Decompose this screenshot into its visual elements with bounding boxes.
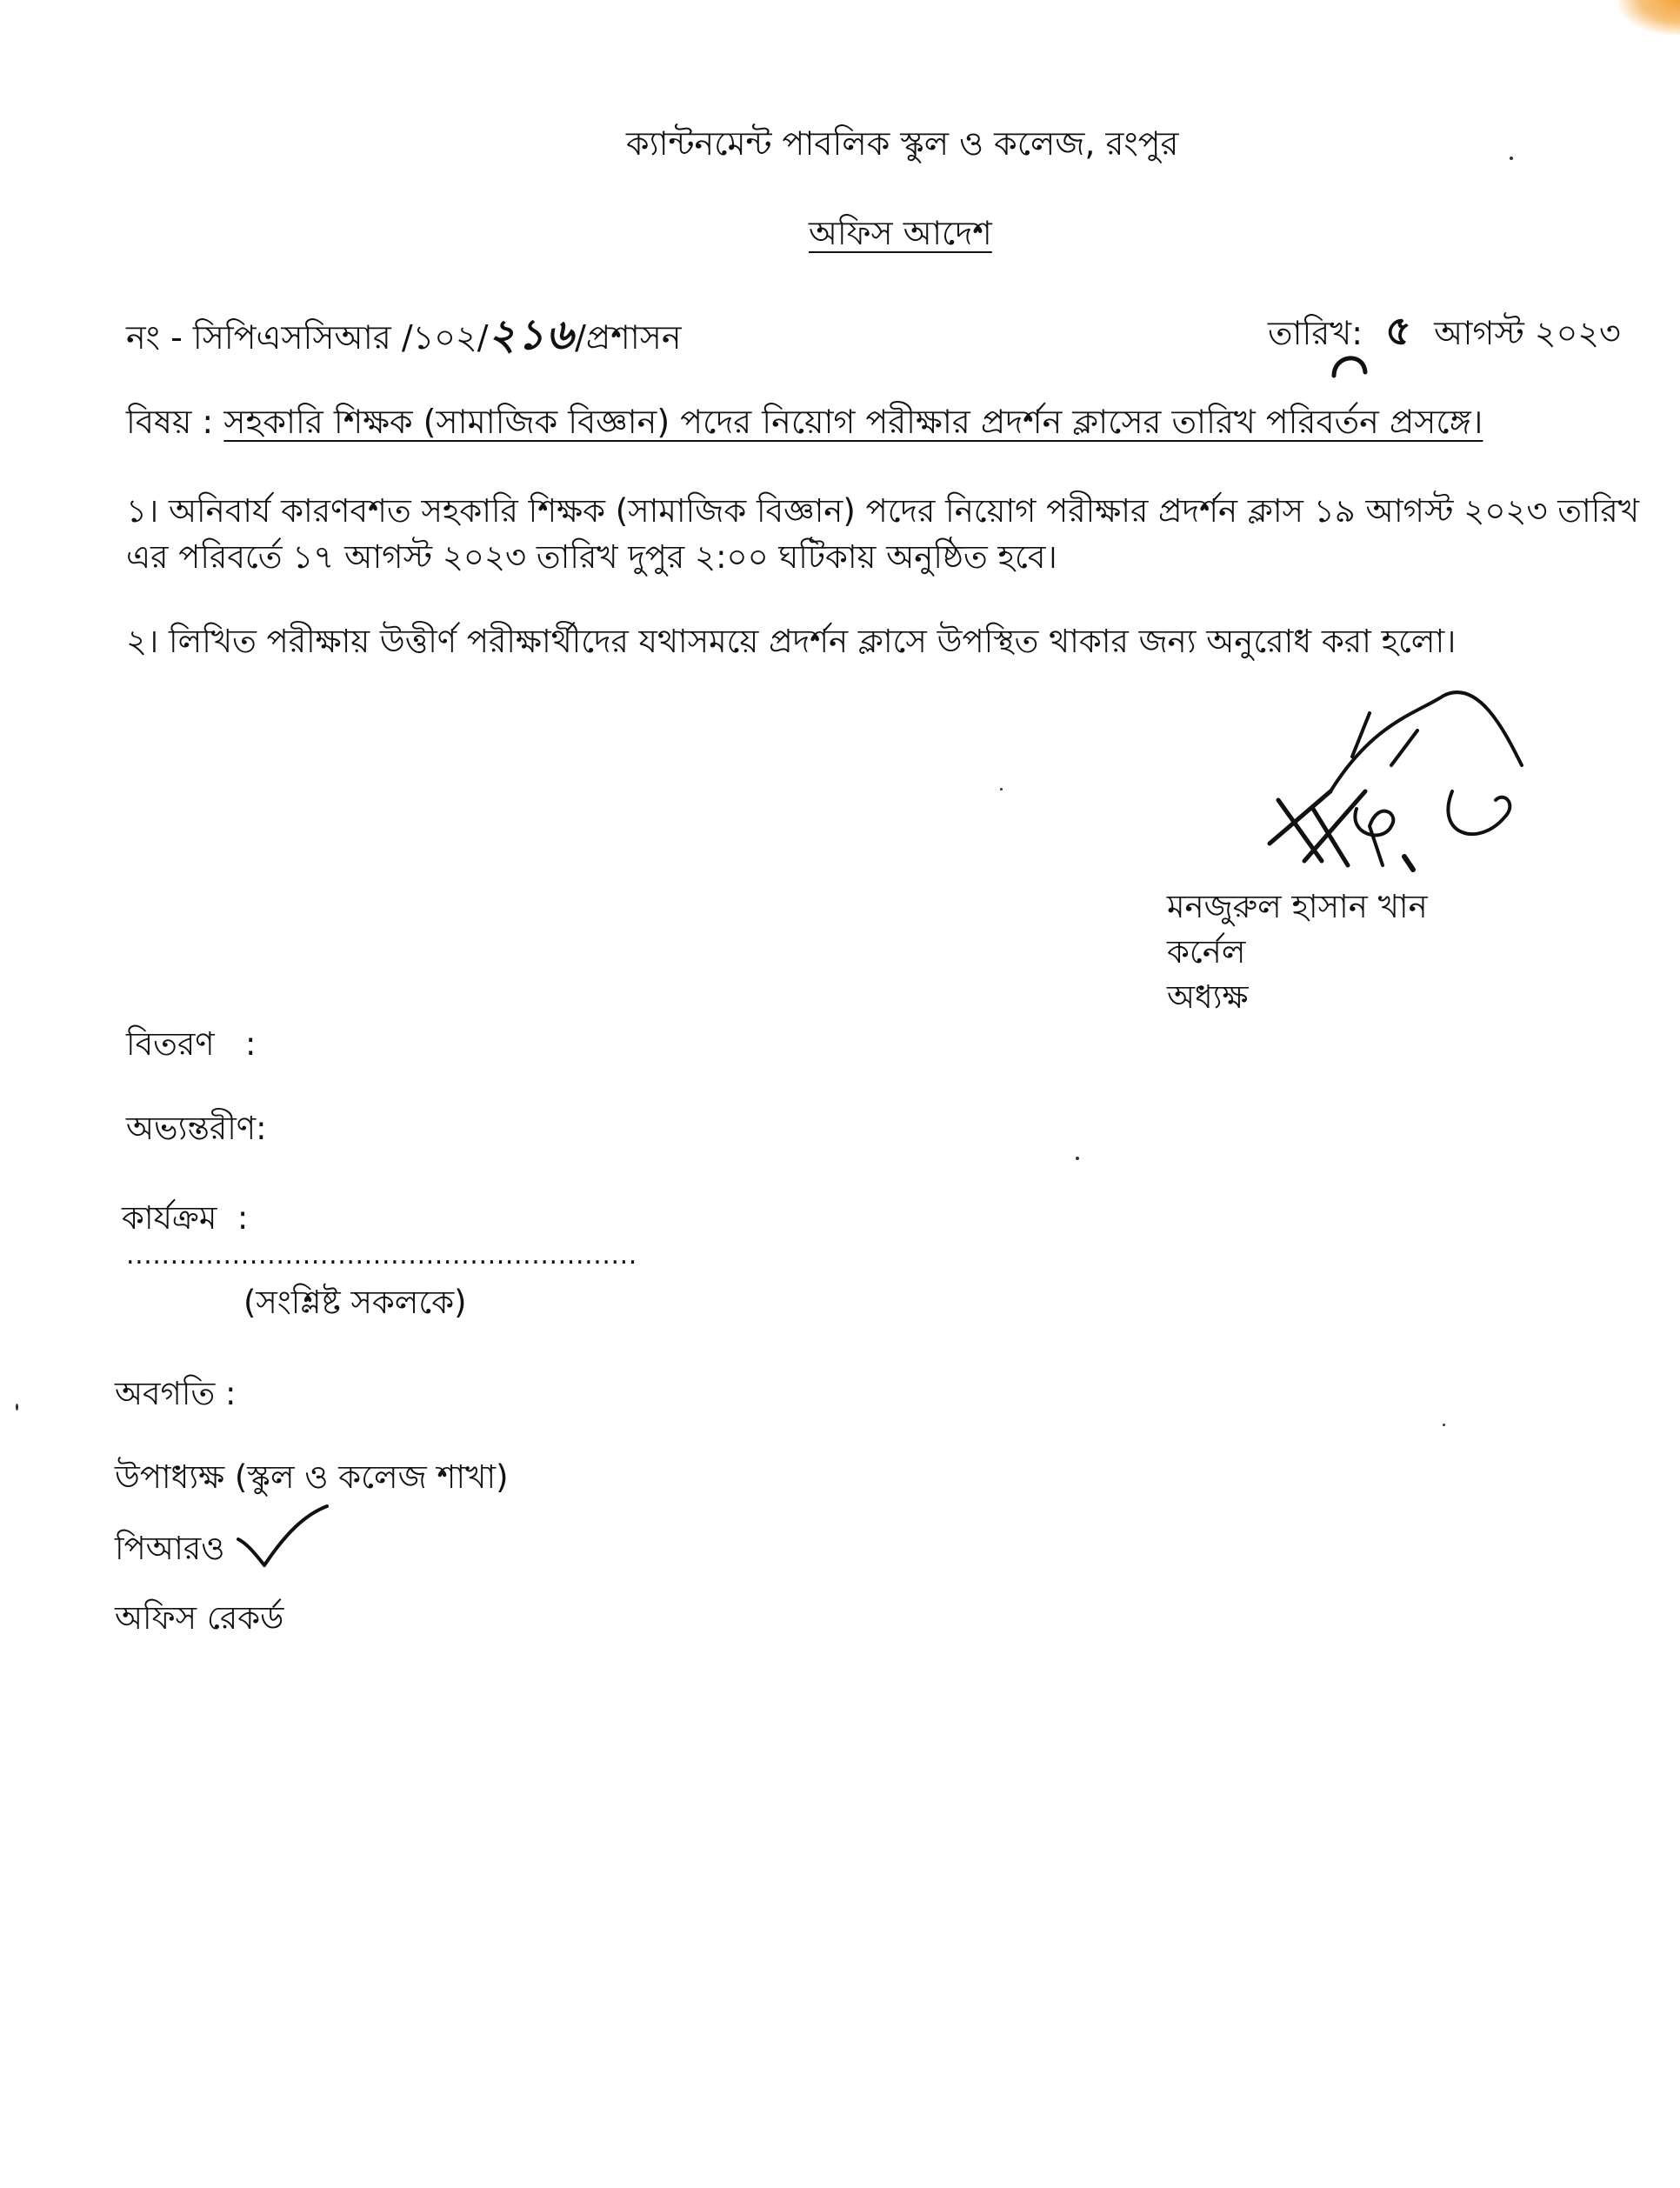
paragraph-2: ২। লিখিত পরীক্ষায় উত্তীর্ণ পরীক্ষার্থীদের যথাসময়ে প্রদর্শন ক্লাসে উপস্থিত থাকার জন্য অনুরোধ করা হলো। [126,623,1457,660]
distribution-cc-pro: পিআরও [115,1530,225,1567]
distribution-title: বিতরণ : [126,1025,257,1063]
signatory-rank: কর্নেল [1167,933,1246,971]
memo-prefix: নং - সিপিএসসিআর /১০২/ [126,318,489,357]
scan-speck [1076,1157,1079,1160]
date-label: তারিখ: [1268,314,1363,352]
memo-number [126,309,682,361]
subject-label: বিষয় : [126,403,214,441]
check-mark-icon [233,1503,337,1581]
order-title: অফিস আদেশ [809,214,992,252]
distribution-info: অবগতি : [115,1375,237,1412]
distribution-cc-vice-principal: উপাধ্যক্ষ (স্কুল ও কলেজ শাখা) [115,1458,509,1496]
distribution-action: কার্যক্রম : [122,1199,249,1237]
memo-handwritten-number: ২১৬ [488,310,576,359]
corner-stain [1619,0,1680,35]
signatory-name: মনজুরুল হাসান খান [1167,888,1428,925]
subject-line [126,402,1483,444]
scan-speck [1000,788,1003,790]
date-line [1268,306,1621,357]
principal-signature [1217,661,1530,887]
date-handwritten-mark [1329,346,1372,381]
paragraph-1-line-1: ১। অনিবার্য কারণবশত সহকারি শিক্ষক (সামাজিক বিজ্ঞান) পদের নিয়োগ পরীক্ষার প্রদর্শন ক্লাস ১৯ আগস্ট ২০২৩ তারিখ [126,492,1639,530]
signatory-designation: অধ্যক্ষ [1167,978,1249,1016]
distribution-internal: অভ্যন্তরীণ: [126,1110,267,1147]
scan-speck [1510,157,1513,160]
institution-name: ক্যান্টনমেন্ট পাবলিক স্কুল ও কলেজ, রংপুর [626,124,1179,163]
paragraph-1-line-2: এর পরিবর্তে ১৭ আগস্ট ২০২৩ তারিখ দুপুর ২:০০ ঘটিকায় অনুষ্ঠিত হবে। [126,538,1057,576]
scan-speck [1443,1424,1445,1426]
date-rest: আগস্ট ২০২৩ [1434,314,1621,352]
date-handwritten-day: ৫ [1385,307,1412,354]
memo-suffix: /প্রশাসন [575,318,682,357]
distribution-dotted-line: .......................................................... [126,1240,637,1271]
distribution-concerned: (সংশ্লিষ্ট সকলকে) [243,1284,467,1321]
distribution-cc-office-record: অফিস রেকর্ড [115,1599,284,1637]
subject-text: সহকারি শিক্ষক (সামাজিক বিজ্ঞান) পদের নিয়োগ পরীক্ষার প্রদর্শন ক্লাসের তারিখ পরিবর্তন প্রসঙ্গে। [223,403,1483,441]
scan-speck [16,1404,18,1411]
